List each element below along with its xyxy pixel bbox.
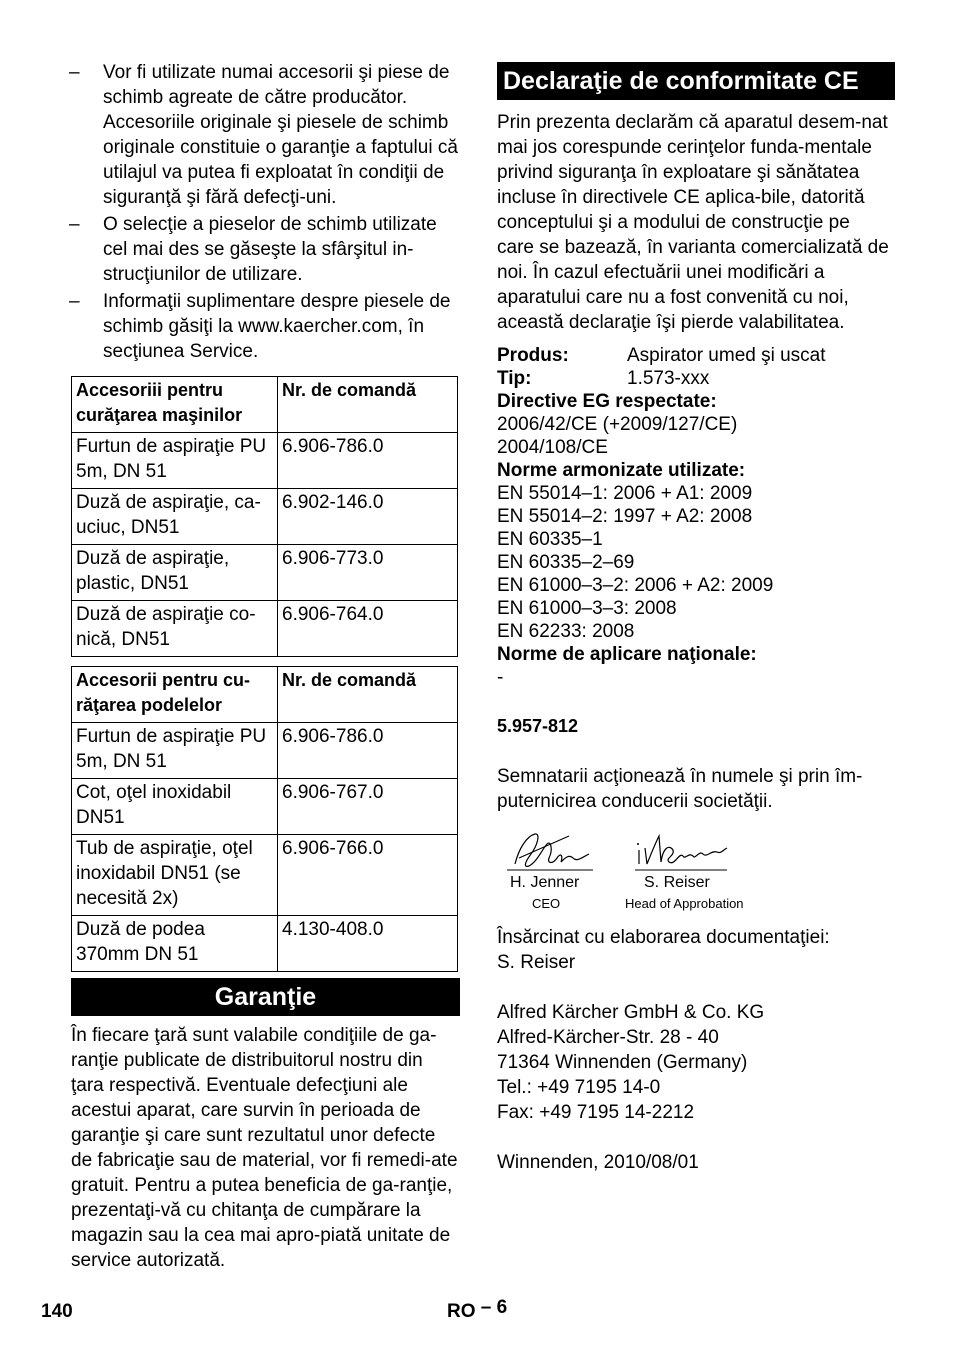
standards-label: Norme armonizate utilizate: [497, 460, 746, 481]
language-code: RO [447, 1301, 476, 1322]
table-header-cell: Accesoriii pentru curăţarea maşinilor [72, 377, 278, 433]
table-header-row [72, 667, 458, 723]
table-cell: 4.130-408.0 [278, 916, 458, 972]
table-header-cell: Nr. de comandă [278, 377, 458, 433]
table-cell: Furtun de aspiraţie PU 5m, DN 51 [72, 433, 278, 489]
table-row [72, 723, 458, 779]
standard-item: EN 60335–2–69 [497, 552, 635, 573]
car-cleaning-accessories-table [71, 376, 458, 657]
warranty-text: În fiecare ţară sunt valabile condiţiile de ga-ranţie publicate de distribuitorul nostru din ţara respectivă. Eventuale defecţiuni ale acestui aparat, care survin în perioada de garanţie şi care sunt rezultatul unor defecte de fabricaţie sau de material, vor fi remedi-ate gratuit. Pentru a putea beneficia de ga-ranţie, prezentaţi-vă cu chitanţa de cumpărare la magazin sau la cea mai apro-piată unitate de service autorizată. [71, 1025, 458, 1271]
list-item: – O selecţie a pieselor de schimb utilizate cel mai des se găseşte la sfârşitul in-strucţiunilor de utilizare. [69, 214, 437, 285]
dash-bullet-icon: – [69, 214, 80, 235]
section-number: – 6 [480, 1297, 508, 1318]
declaration-details [497, 344, 897, 689]
place-date: Winnenden, 2010/08/01 [497, 1152, 699, 1173]
left-column [71, 60, 460, 1273]
standard-item: EN 55014–2: 1997 + A2: 2008 [497, 506, 753, 527]
company-address [497, 1000, 897, 1125]
product-value: Aspirator umed şi uscat [627, 345, 826, 366]
company-line: Fax: +49 7195 14-2212 [497, 1102, 695, 1123]
table-cell: Duză de podea 370mm DN 51 [72, 916, 278, 972]
standard-item: EN 60335–1 [497, 529, 603, 550]
table-cell: Duză de aspiraţie, ca-uciuc, DN51 [72, 489, 278, 545]
company-line: 71364 Winnenden (Germany) [497, 1052, 748, 1073]
dash-bullet-icon: – [69, 291, 80, 312]
directive-item: 2004/108/CE [497, 437, 608, 458]
type-row [497, 367, 897, 390]
directive-item: 2006/42/CE (+2009/127/CE) [497, 414, 738, 435]
table-row [72, 916, 458, 972]
company-line: Alfred Kärcher GmbH & Co. KG [497, 1002, 765, 1023]
signatories-text: Semnatarii acţionează în numele şi prin îm-puternicirea conducerii societăţii. [497, 766, 863, 812]
documentation-responsible [497, 925, 897, 975]
list-item: – Informaţii suplimentare despre piesele de schimb găsiţi la www.kaercher.com, în secţiunea Service. [69, 291, 451, 362]
table-row [72, 545, 458, 601]
footer-language-section [447, 1299, 507, 1324]
standard-item: EN 61000–3–3: 2008 [497, 598, 677, 619]
signer-1-name: H. Jenner [510, 874, 580, 891]
table-cell: Duză de aspiraţie co-nică, DN51 [72, 601, 278, 657]
table-header-cell: Nr. de comandă [278, 667, 458, 723]
table-cell: 6.906-786.0 [278, 723, 458, 779]
list-item: – Vor fi utilizate numai accesorii şi piese de schimb agreate de către producător. Accesoriile originale şi piesele de schimb originale constituie o garanţie a faptului că utilajul va putea fi exploatat în condiţii de siguranţă şi fără defecţi-uni. [69, 62, 458, 208]
directives-label: Directive EG respectate: [497, 391, 717, 412]
signer-1-title: CEO [532, 896, 561, 911]
table-cell: 6.906-767.0 [278, 779, 458, 835]
declaration-heading: Declaraţie de conformitate CE [497, 62, 895, 100]
table-row [72, 601, 458, 657]
table-header-cell: Accesorii pentru cu-răţarea podelelor [72, 667, 278, 723]
product-label: Produs: [497, 345, 569, 366]
responsible-name: S. Reiser [497, 952, 576, 973]
table-cell: 6.906-764.0 [278, 601, 458, 657]
table-cell: 6.906-773.0 [278, 545, 458, 601]
table-row [72, 835, 458, 916]
company-line: Tel.: +49 7195 14-0 [497, 1077, 661, 1098]
standard-item: EN 62233: 2008 [497, 621, 635, 642]
table-cell: Tub de aspiraţie, oţel inoxidabil DN51 (se necesită 2x) [72, 835, 278, 916]
declaration-intro: Prin prezenta declarăm că aparatul desem-nat mai jos corespunde cerinţelor funda-mentale privind siguranţa în exploatare şi sănătatea incluse în directivele CE aplica-bile, datorită conceptului şi a modului de construcţie pe care se bazează, în varianta comercializată de noi. În cazul efectuării unei modificări a aparatului care nu a fost convenită cu noi, această declaraţie îşi pierde valabilitatea. [497, 112, 889, 333]
product-row [497, 344, 897, 367]
table-cell: 6.906-766.0 [278, 835, 458, 916]
standard-item: EN 55014–1: 2006 + A1: 2009 [497, 483, 753, 504]
table-header-row [72, 377, 458, 433]
company-line: Alfred-Kärcher-Str. 28 - 40 [497, 1027, 719, 1048]
type-value: 1.573-xxx [627, 368, 710, 389]
table-cell: Cot, oţel inoxidabil DN51 [72, 779, 278, 835]
signatures-block [497, 828, 897, 918]
standard-item: EN 61000–3–2: 2006 + A2: 2009 [497, 575, 774, 596]
document-number: 5.957-812 [497, 716, 579, 736]
warranty-heading: Garanţie [71, 978, 460, 1016]
national-standards-label: Norme de aplicare naţionale: [497, 644, 757, 665]
table-cell: 6.906-786.0 [278, 433, 458, 489]
accessories-notes [71, 60, 460, 364]
right-column [497, 62, 897, 1175]
floor-cleaning-accessories-table [71, 666, 458, 972]
table-cell: 6.902-146.0 [278, 489, 458, 545]
national-standards-value: - [497, 667, 504, 688]
page-number: 140 [41, 1301, 73, 1322]
signer-2-name: S. Reiser [644, 874, 710, 891]
table-row [72, 489, 458, 545]
responsible-label: Însărcinat cu elaborarea documentaţiei: [497, 927, 830, 948]
table-cell: Duză de aspiraţie, plastic, DN51 [72, 545, 278, 601]
table-row [72, 779, 458, 835]
type-label: Tip: [497, 368, 532, 389]
table-cell: Furtun de aspiraţie PU 5m, DN 51 [72, 723, 278, 779]
dash-bullet-icon: – [69, 62, 80, 83]
table-row [72, 433, 458, 489]
signer-2-title: Head of Approbation [625, 896, 744, 911]
